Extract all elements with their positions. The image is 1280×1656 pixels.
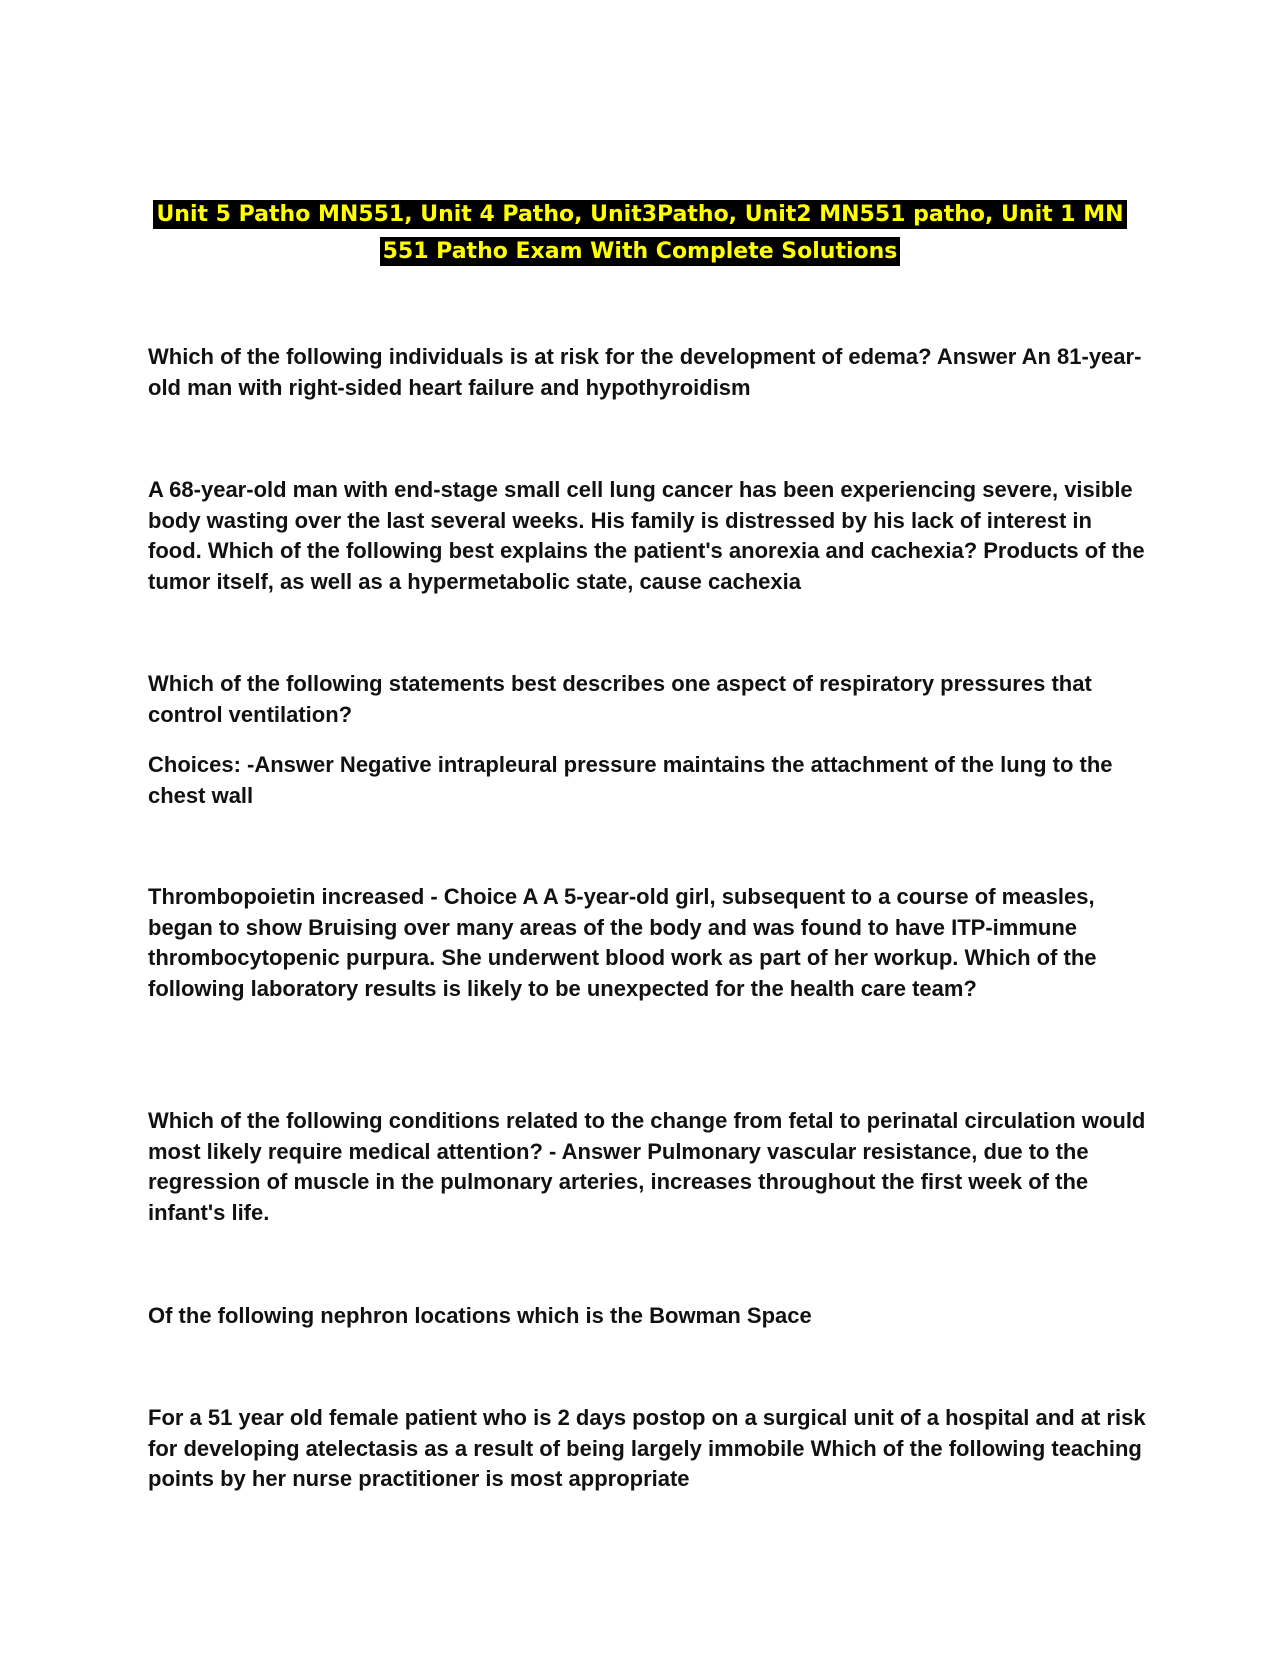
question-paragraph: Which of the following individuals is at risk for the development of edema? Answer An 81-year-old man with right-sided heart failure and hypothyroidism: [148, 344, 1142, 400]
title-line-1: Unit 5 Patho MN551, Unit 4 Patho, Unit3Patho, Unit2 MN551 patho, Unit 1 MN: [153, 200, 1126, 229]
document-title: [140, 196, 1140, 270]
question-paragraph: Thrombopoietin increased - Choice A A 5-year-old girl, subsequent to a course of measles, began to show Bruising over many areas of the body and was found to have ITP-immune thrombocytopenic purpura. She underwent blood work as part of her workup. Which of the following laboratory results is likely to be unexpected for the health care team?: [148, 884, 1097, 1001]
question-paragraph: A 68-year-old man with end-stage small cell lung cancer has been experiencing severe, visible body wasting over the last several weeks. His family is distressed by his lack of interest in food. Which of the following best explains the patient's anorexia and cachexia? Products of the tumor itself, as well as a hypermetabolic state, cause cachexia: [148, 477, 1145, 594]
question-paragraph: For a 51 year old female patient who is 2 days postop on a surgical unit of a hospital and at risk for developing atelectasis as a result of being largely immobile Which of the following teaching points by her nurse practitioner is most appropriate: [148, 1405, 1146, 1491]
question-paragraph: Of the following nephron locations which is the Bowman Space: [148, 1303, 812, 1328]
title-line-2: 551 Patho Exam With Complete Solutions: [380, 237, 901, 266]
answer-paragraph: Choices: -Answer Negative intrapleural pressure maintains the attachment of the lung to the chest wall: [148, 752, 1113, 808]
question-paragraph: Which of the following statements best describes one aspect of respiratory pressures that control ventilation?: [148, 671, 1092, 727]
question-paragraph: Which of the following conditions related to the change from fetal to perinatal circulation would most likely require medical attention? - Answer Pulmonary vascular resistance, due to the regression of muscle in the pulmonary arteries, increases throughout the first week of the infant's life.: [148, 1108, 1146, 1225]
